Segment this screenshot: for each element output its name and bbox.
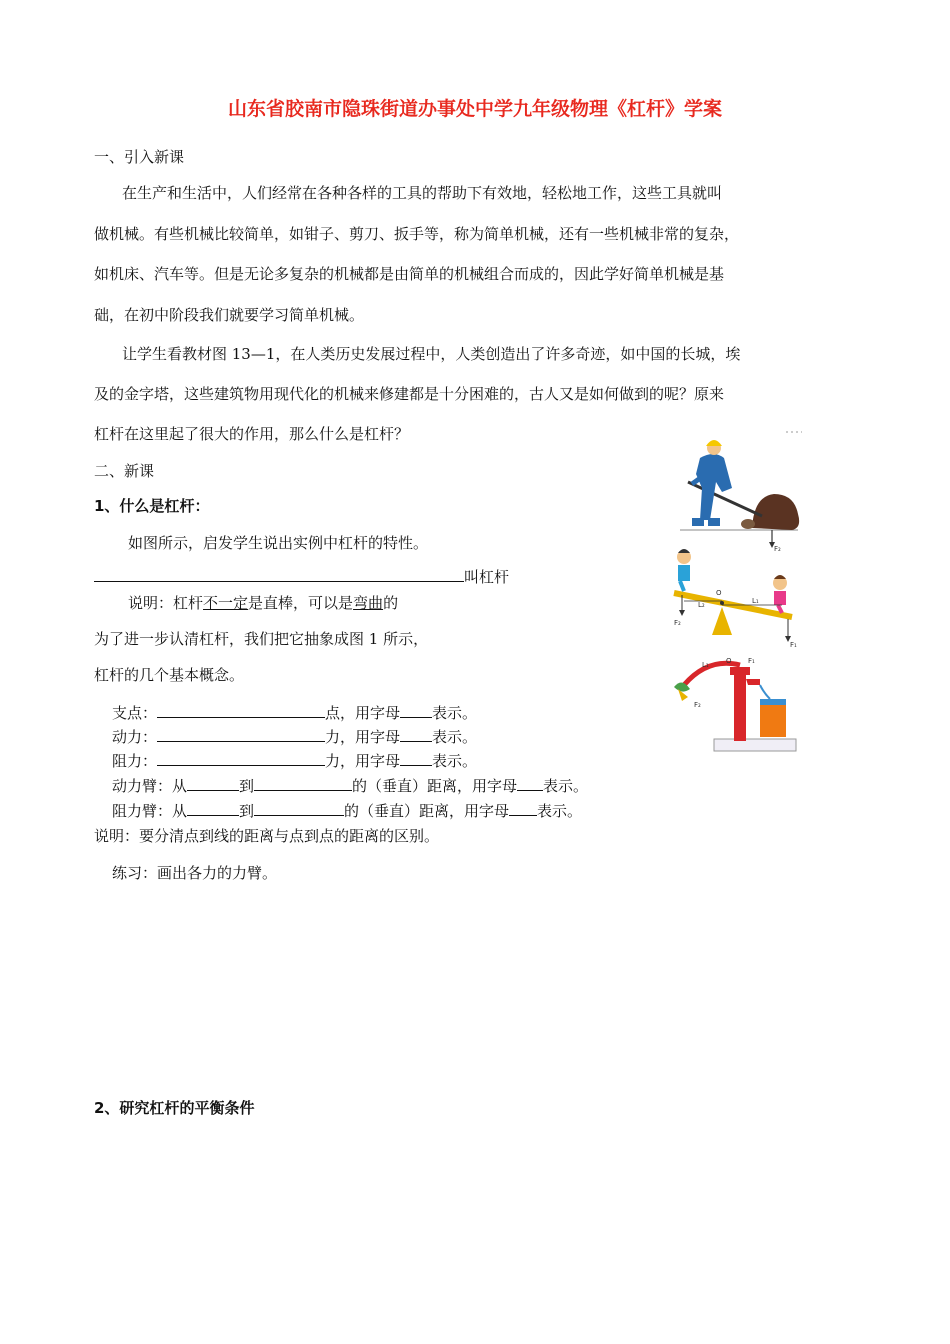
paragraph-line: 在生产和生活中，人们经常在各种各样的工具的帮助下有效地，轻松地工作，这些工具就叫 — [122, 184, 723, 202]
label-f1: F₁ — [790, 641, 797, 649]
lever-pump-figure — [668, 655, 803, 755]
label-l1: L₁ — [752, 597, 759, 605]
definition-blank[interactable] — [94, 567, 464, 582]
abstract-line: 为了进一步认清杠杆，我们把它抽象成图 1 所示， — [94, 630, 429, 648]
label-o: O — [716, 589, 722, 597]
lever-seesaw-figure — [670, 545, 805, 655]
label-f2: F₂ — [694, 701, 701, 709]
paragraph-line: 做机械。有些机械比较简单，如钳子、剪刀、扳手等，称为简单机械，还有一些机械非常的复杂， — [94, 225, 740, 243]
label-l1: L₁ — [702, 661, 709, 669]
definition-line: 叫杠杆 — [94, 566, 509, 587]
label-f1: F₁ — [748, 657, 755, 665]
concept-fulcrum: 支点： 点，用字母 表示。 — [112, 704, 478, 722]
label-f2: F₂ — [774, 545, 781, 552]
intro-line: 如图所示，启发学生说出实例中杠杆的特性。 — [128, 534, 429, 552]
concept-effort-arm: 动力臂：从 到 的（垂直）距离，用字母 表示。 — [112, 777, 589, 795]
section-heading-intro: 一、引入新课 — [94, 148, 185, 166]
resistance-arm-letter-blank[interactable] — [509, 801, 537, 816]
exercise-line: 练习：画出各力的力臂。 — [112, 864, 278, 882]
paragraph-line: 础，在初中阶段我们就要学习简单机械。 — [94, 306, 365, 324]
subheading-what-is-lever: 1、什么是杠杆： — [94, 497, 210, 515]
page-title: 山东省胶南市隐珠街道办事处中学九年级物理《杠杆》学案 — [227, 98, 722, 120]
resistance-blank[interactable] — [157, 751, 325, 766]
label-o: O — [726, 657, 732, 665]
effort-arm-letter-blank[interactable] — [517, 776, 543, 791]
paragraph-line: 及的金字塔，这些建筑物用现代化的机械来修建都是十分困难的，古人又是如何做到的呢？原来 — [94, 385, 725, 403]
section-heading-new: 二、新课 — [94, 462, 155, 480]
note-distance: 说明：要分清点到线的距离与点到点的距离的区别。 — [94, 827, 440, 845]
concepts-intro: 杠杆的几个基本概念。 — [94, 666, 245, 684]
paragraph-line: 让学生看教材图 13—1，在人类历史发展过程中，人类创造出了许多奇迹，如中国的长城，埃 — [122, 345, 741, 363]
effort-arm-from-blank[interactable] — [187, 776, 239, 791]
paragraph-line: 杠杆在这里起了很大的作用，那么什么是杠杆？ — [94, 425, 410, 443]
resistance-arm-to-blank[interactable] — [254, 801, 344, 816]
concept-effort: 动力： 力，用字母 表示。 — [112, 728, 478, 746]
resistance-letter-blank[interactable] — [400, 751, 432, 766]
fulcrum-letter-blank[interactable] — [400, 703, 432, 718]
note-line: 说明：杠杆不一定是直棒，可以是弯曲的 — [128, 594, 399, 612]
resistance-arm-from-blank[interactable] — [187, 801, 239, 816]
fulcrum-blank[interactable] — [157, 703, 325, 718]
subheading-balance: 2、研究杠杆的平衡条件 — [94, 1099, 255, 1117]
label-f2: F₂ — [674, 619, 681, 627]
paragraph-line: 如机床、汽车等。但是无论多复杂的机械都是由简单的机械组合而成的，因此学好简单机械是基 — [94, 265, 725, 283]
effort-letter-blank[interactable] — [400, 727, 432, 742]
lever-worker-figure — [670, 430, 805, 552]
concept-resistance: 阻力： 力，用字母 表示。 — [112, 752, 478, 770]
label-l2: L₂ — [698, 601, 705, 609]
effort-blank[interactable] — [157, 727, 325, 742]
effort-arm-to-blank[interactable] — [254, 776, 352, 791]
concept-resistance-arm: 阻力臂：从 到 的（垂直）距离，用字母 表示。 — [112, 802, 583, 820]
